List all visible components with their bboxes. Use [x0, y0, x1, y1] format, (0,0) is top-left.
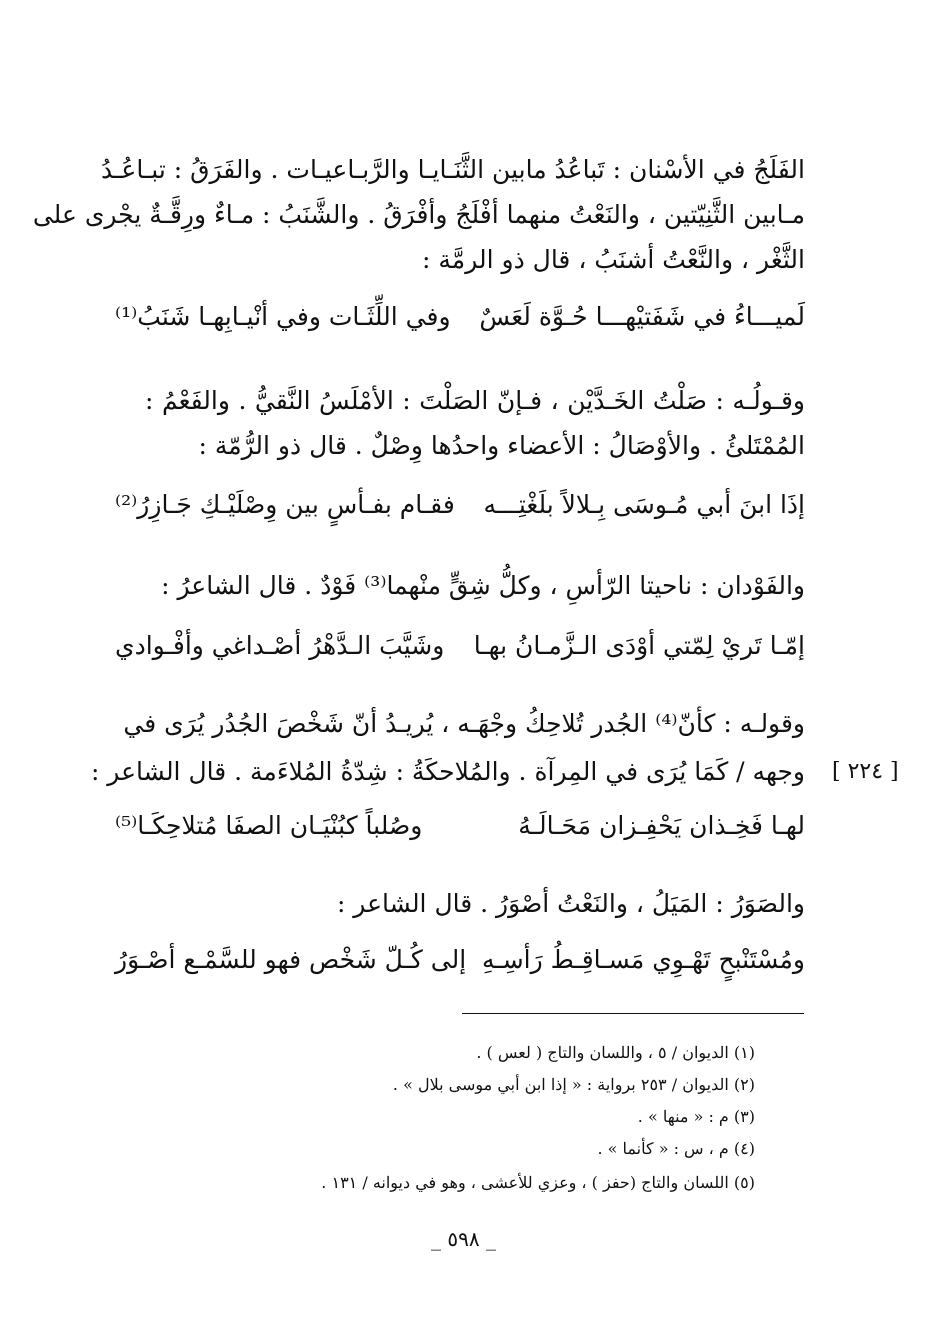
- paragraph-2-line-1: وقـولُـه : صَلْتُ الخَـدَّيْن ، فـإنّ الصَلْتَ : الأمْلَسُ النَّقيُّ . والفَعْمُ :: [145, 386, 805, 415]
- paragraph-5-line-1: والصَوَرُ : المَيَلُ ، والنَعْتُ أصْوَرُ . قال الشاعر :: [336, 889, 805, 918]
- paragraph-4-line-1: وقولـه : كأنّ⁽⁴⁾ الجُدر تُلاحِكُ وجْهَـه ، يُريـدُ أنّ شَخْصَ الجُدُر يُرَى في: [123, 709, 805, 738]
- verse-4-first-hemistich: لهـا فَخِـذان يَحْفِـزان مَحَـالَـهُ: [518, 811, 805, 840]
- footnote-3: (٣) م : « منها » .: [637, 1107, 755, 1126]
- verse-3: [115, 626, 805, 666]
- verse-1: [115, 297, 805, 337]
- verse-1-first-hemistich: لَميـــاءُ في شَفَتيْهـــا حُـوَّة لَعَسٌ: [479, 302, 805, 331]
- verse-4-second-hemistich: وصُلباً كبُنْيَـان الصفَا مُتلاحِكَـا⁽⁵⁾: [115, 811, 423, 840]
- footnote-2: (٢) الديوان / ٢٥٣ برواية : « إذا ابن أبي موسى بلال » .: [392, 1075, 755, 1094]
- footnote-separator: [462, 1013, 804, 1014]
- verse-5-second-hemistich: إلى كُـلّ شَخْص فهو للسَّمْـع أصْـوَرُ: [115, 945, 467, 974]
- verse-1-second-hemistich: وفي اللِّثَـات وفي أنْيـابِهـا شَنَبُ⁽¹⁾: [115, 302, 451, 331]
- margin-page-reference: [ ٢٢٤ ]: [832, 759, 899, 784]
- verse-3-first-hemistich: إمّـا تَريْ لِمّتي أوْدَى الـزَّمـانُ بهـا: [473, 631, 805, 660]
- verse-4: [115, 806, 805, 846]
- footnote-4: (٤) م ، س : « كأنما » .: [597, 1139, 755, 1158]
- paragraph-2-line-2: المُمْتَلئُ . والأوْصَالُ : الأعضاء واحدُها وِصْلٌ . قال ذو الرُّمّة :: [198, 431, 805, 460]
- paragraph-1-line-2: مـابين الثَّنِيّتين ، والنَعْتُ منهما أفْلَجُ وأفْرَقُ . والشَّنَبُ : مـاءٌ ورِقَّـةٌ يجْرى على: [32, 200, 805, 229]
- paragraph-1-line-1: الفَلَجُ في الأسْنان : تَباعُدُ مابين الثَّنَـايـا والرَّبـاعيـات . والفَرَقُ : تبـاعُـدُ: [100, 155, 805, 184]
- page-number: _ ٥٩٨ _: [431, 1227, 496, 1251]
- verse-2-second-hemistich: فقـام بفـأسٍ بين وِصْلَيْـكِ جَـازِرُ⁽²⁾: [115, 490, 455, 519]
- footnote-5: (٥) اللسان والتاج (حفز ) ، وعزي للأعشى ، وهو في ديوانه / ١٣١ .: [321, 1173, 755, 1192]
- paragraph-4-line-2: وجهه / كَمَا يُرَى في المِرآة . والمُلاحكَةُ : شِدّةُ المُلاءَمة . قال الشاعر :: [90, 757, 805, 786]
- paragraph-3-line-1: والفَوْدان : ناحيتا الرّأسِ ، وكلُّ شِقٍّ منْهما⁽³⁾ فَوْدٌ . قال الشاعرُ :: [161, 571, 805, 600]
- verse-5-first-hemistich: ومُسْتَنْبحٍ تَهْـوِي مَسـاقِـطُ رَأسِـهِ: [482, 945, 805, 974]
- verse-2: [115, 485, 805, 525]
- verse-5: [115, 940, 805, 980]
- paragraph-1-line-3: الثَّغْر ، والنَّعْتُ أشنَبُ ، قال ذو الرمَّة :: [422, 245, 805, 274]
- verse-2-first-hemistich: إذَا ابنَ أبي مُـوسَى بِـلالاً بلَغْتِـــه: [483, 490, 805, 519]
- verse-3-second-hemistich: وشَيَّبَ الـدَّهْرُ أصْـداغي وأفْـوادي: [115, 631, 445, 660]
- footnote-1: (١) الديوان / ٥ ، واللسان والتاج ( لعس ) .: [476, 1043, 755, 1062]
